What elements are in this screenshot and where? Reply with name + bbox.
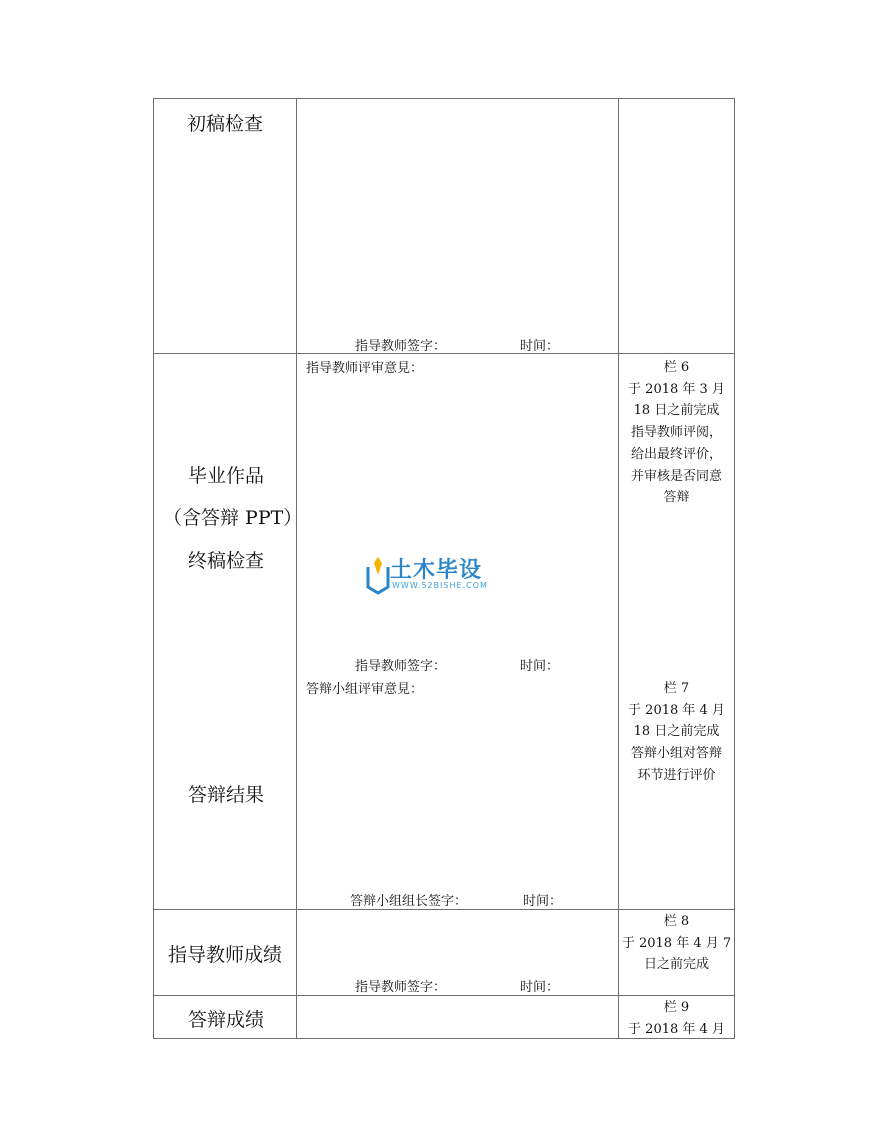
row-divider — [153, 995, 735, 996]
advisor-grade-note — [619, 911, 734, 976]
final-check-time-label: 时间： — [520, 659, 560, 674]
defense-result-note — [619, 678, 734, 787]
note-line: 指导教师评阅， — [630, 425, 722, 441]
column-divider — [296, 98, 297, 1039]
watermark-name: 土木毕设 — [390, 558, 483, 583]
note-line: 答辩 — [663, 490, 690, 506]
column-divider — [153, 98, 154, 1039]
note-line: 答辩小组对答辩 — [630, 746, 722, 762]
note-line: 环节进行评价 — [637, 767, 716, 783]
note-line: 日之前完成 — [643, 957, 709, 973]
column-divider — [618, 98, 619, 1039]
note-line: 18 日之前完成 — [633, 724, 720, 740]
note-line: 栏 8 — [663, 914, 690, 929]
defense-result-sign-label: 答辩小组组长签字： — [350, 894, 468, 909]
advisor-grade-sign-label: 指导教师签字： — [355, 980, 447, 995]
note-line: 给出最终评价， — [630, 446, 722, 462]
watermark-url: WWW.52BISHE.COM — [392, 581, 488, 590]
defense-grade-label: 答辩成绩 — [188, 1009, 265, 1031]
defense-result-time-label: 时间： — [523, 894, 563, 909]
note-line: 于 2018 年 4 月 — [628, 1021, 725, 1037]
note-line: 栏 7 — [663, 681, 690, 696]
final-check-sign-label: 指导教师签字： — [355, 659, 447, 674]
draft-check-time-label: 时间： — [520, 339, 560, 354]
advisor-grade-time-label: 时间： — [520, 980, 560, 995]
column-divider — [734, 98, 735, 1039]
note-line: 于 2018 年 3 月 — [628, 381, 725, 397]
advisor-grade-label: 指导教师成绩 — [168, 944, 283, 966]
draft-check-label: 初稿检查 — [187, 113, 264, 135]
note-line: 18 日之前完成 — [633, 403, 720, 419]
note-line: 于 2018 年 4 月 — [628, 702, 725, 718]
final-check-label-line2: （含答辩 PPT） — [163, 507, 303, 529]
note-line: 栏 9 — [663, 1000, 690, 1015]
final-check-opinion-label: 指导教师评审意見： — [306, 361, 424, 376]
defense-grade-note — [619, 997, 734, 1040]
note-line: 并审核是否同意 — [630, 468, 722, 484]
row-divider — [153, 909, 735, 910]
defense-result-label: 答辩结果 — [188, 784, 265, 806]
defense-result-opinion-label: 答辩小组评审意見： — [306, 682, 424, 697]
final-check-label-line3: 终稿检查 — [188, 550, 265, 572]
final-check-note — [619, 357, 734, 509]
note-line: 于 2018 年 4 月 7 — [621, 935, 732, 951]
note-line: 栏 6 — [663, 360, 690, 375]
draft-check-sign-label: 指导教师签字： — [355, 339, 447, 354]
final-check-label-line1: 毕业作品 — [188, 465, 265, 487]
row-divider — [153, 98, 735, 99]
